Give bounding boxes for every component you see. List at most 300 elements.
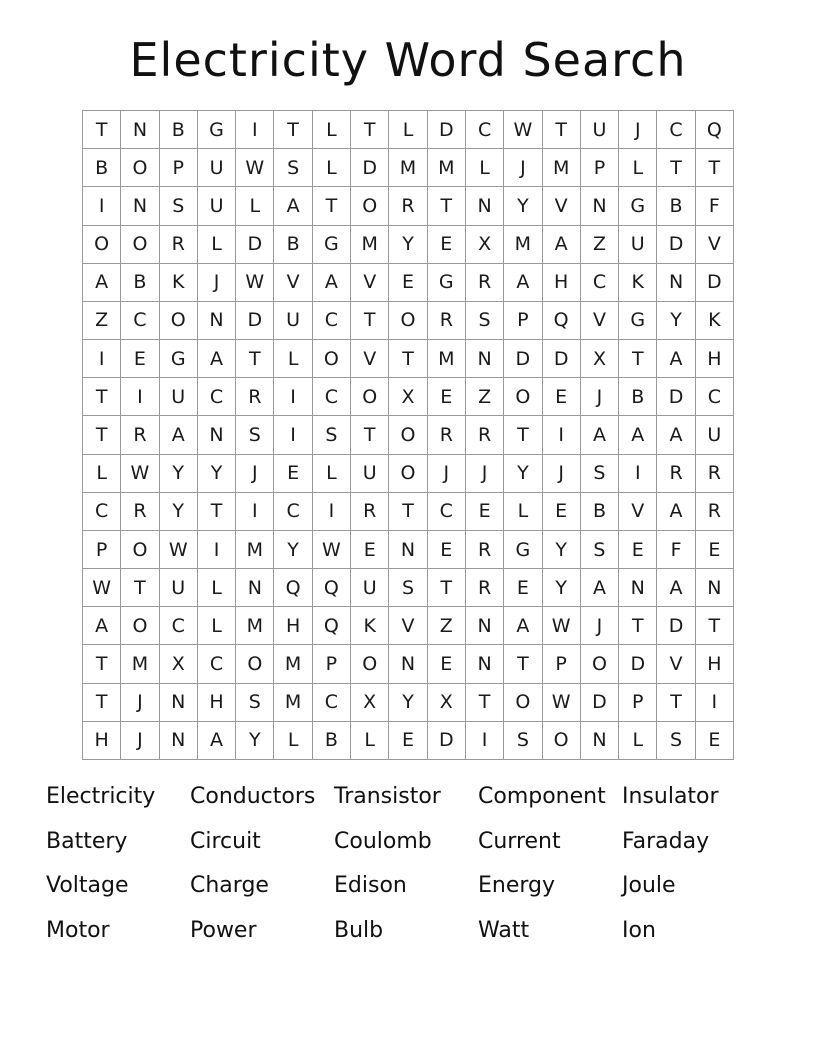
grid-cell: S <box>466 302 504 340</box>
letter-grid <box>82 110 734 760</box>
grid-cell: M <box>236 607 274 645</box>
grid-cell: O <box>504 684 542 722</box>
grid-cell: D <box>428 722 466 760</box>
grid-cell: A <box>504 264 542 302</box>
grid-cell: D <box>236 226 274 264</box>
grid-cell: M <box>428 340 466 378</box>
grid-cell: J <box>428 455 466 493</box>
word-list-item: Battery <box>46 828 128 854</box>
grid-cell: S <box>657 722 695 760</box>
word-list-item: Coulomb <box>334 828 432 854</box>
grid-cell: I <box>696 684 734 722</box>
grid-cell: A <box>543 226 581 264</box>
grid-cell: U <box>198 187 236 225</box>
grid-cell: X <box>466 226 504 264</box>
grid-cell: I <box>83 340 121 378</box>
grid-cell: M <box>389 149 427 187</box>
grid-cell: I <box>198 531 236 569</box>
grid-cell: V <box>619 493 657 531</box>
grid-cell: W <box>236 149 274 187</box>
grid-cell: Q <box>696 111 734 149</box>
grid-cell: M <box>428 149 466 187</box>
grid-cell: Y <box>160 455 198 493</box>
grid-cell: H <box>696 340 734 378</box>
grid-cell: O <box>236 645 274 683</box>
grid-cell: R <box>466 569 504 607</box>
grid-cell: C <box>198 378 236 416</box>
grid-cell: C <box>313 302 351 340</box>
grid-cell: L <box>619 149 657 187</box>
grid-cell: A <box>274 187 312 225</box>
word-list-item: Insulator <box>622 784 719 809</box>
grid-cell: O <box>504 378 542 416</box>
grid-cell: O <box>351 378 389 416</box>
grid-cell: A <box>657 493 695 531</box>
grid-cell: U <box>160 378 198 416</box>
grid-cell: B <box>274 226 312 264</box>
grid-cell: G <box>504 531 542 569</box>
grid-cell: N <box>619 569 657 607</box>
grid-cell: V <box>696 226 734 264</box>
grid-cell: G <box>198 111 236 149</box>
grid-cell: Z <box>83 302 121 340</box>
grid-cell: A <box>83 607 121 645</box>
grid-cell: E <box>696 531 734 569</box>
grid-cell: N <box>466 607 504 645</box>
grid-cell: Q <box>313 569 351 607</box>
grid-cell: N <box>466 340 504 378</box>
grid-cell: Y <box>274 531 312 569</box>
grid-cell: E <box>274 455 312 493</box>
grid-cell: R <box>696 455 734 493</box>
grid-cell: A <box>504 607 542 645</box>
grid-cell: W <box>160 531 198 569</box>
grid-cell: I <box>83 187 121 225</box>
grid-cell: N <box>389 531 427 569</box>
grid-cell: B <box>619 378 657 416</box>
grid-cell: L <box>504 493 542 531</box>
grid-cell: O <box>543 722 581 760</box>
grid-cell: K <box>696 302 734 340</box>
grid-cell: T <box>389 493 427 531</box>
grid-cell: B <box>83 149 121 187</box>
grid-cell: T <box>428 569 466 607</box>
grid-cell: K <box>351 607 389 645</box>
grid-cell: E <box>504 569 542 607</box>
grid-cell: O <box>160 302 198 340</box>
grid-cell: L <box>466 149 504 187</box>
grid-cell: P <box>313 645 351 683</box>
grid-cell: T <box>619 340 657 378</box>
grid-cell: R <box>466 264 504 302</box>
grid-cell: H <box>543 264 581 302</box>
grid-cell: S <box>274 149 312 187</box>
grid-cell: E <box>619 531 657 569</box>
grid-cell: K <box>619 264 657 302</box>
grid-cell: M <box>504 226 542 264</box>
grid-cell: W <box>543 607 581 645</box>
grid-cell: A <box>581 569 619 607</box>
grid-cell: J <box>121 684 159 722</box>
grid-cell: I <box>236 111 274 149</box>
word-list-item: Bulb <box>334 917 384 943</box>
grid-cell: E <box>351 531 389 569</box>
grid-cell: V <box>543 187 581 225</box>
grid-cell: D <box>657 226 695 264</box>
word-list-item: Transistor <box>334 784 441 809</box>
grid-cell: D <box>543 340 581 378</box>
grid-cell: W <box>543 684 581 722</box>
word-list-item: Joule <box>622 873 676 898</box>
grid-cell: T <box>351 302 389 340</box>
grid-cell: U <box>696 416 734 454</box>
grid-cell: L <box>389 111 427 149</box>
grid-cell: T <box>696 149 734 187</box>
grid-cell: V <box>389 607 427 645</box>
grid-cell: A <box>83 264 121 302</box>
grid-cell: Y <box>160 493 198 531</box>
word-list-item: Energy <box>478 873 556 898</box>
grid-cell: D <box>504 340 542 378</box>
grid-cell: T <box>428 187 466 225</box>
grid-cell: W <box>83 569 121 607</box>
grid-cell: E <box>696 722 734 760</box>
grid-cell: C <box>313 378 351 416</box>
grid-cell: H <box>696 645 734 683</box>
grid-cell: N <box>657 264 695 302</box>
grid-cell: T <box>351 111 389 149</box>
grid-cell: E <box>466 493 504 531</box>
grid-cell: O <box>121 226 159 264</box>
grid-cell: U <box>274 302 312 340</box>
grid-cell: B <box>121 264 159 302</box>
grid-cell: U <box>351 455 389 493</box>
grid-cell: G <box>619 187 657 225</box>
grid-cell: J <box>619 111 657 149</box>
grid-cell: A <box>313 264 351 302</box>
grid-cell: S <box>236 416 274 454</box>
grid-cell: G <box>313 226 351 264</box>
grid-cell: A <box>160 416 198 454</box>
grid-cell: M <box>121 645 159 683</box>
grid-cell: L <box>198 607 236 645</box>
grid-cell: E <box>428 531 466 569</box>
grid-cell: S <box>313 416 351 454</box>
grid-cell: Z <box>428 607 466 645</box>
grid-cell: T <box>466 684 504 722</box>
grid-cell: R <box>466 416 504 454</box>
grid-cell: L <box>351 722 389 760</box>
grid-cell: Y <box>504 187 542 225</box>
grid-cell: O <box>121 607 159 645</box>
grid-cell: S <box>581 531 619 569</box>
grid-cell: G <box>428 264 466 302</box>
grid-cell: D <box>696 264 734 302</box>
word-list <box>46 782 766 960</box>
grid-cell: E <box>543 493 581 531</box>
grid-cell: N <box>581 187 619 225</box>
grid-cell: M <box>543 149 581 187</box>
grid-cell: J <box>121 722 159 760</box>
word-list-item: Charge <box>190 873 269 898</box>
grid-cell: R <box>696 493 734 531</box>
grid-cell: V <box>351 340 389 378</box>
grid-cell: L <box>619 722 657 760</box>
grid-cell: N <box>581 722 619 760</box>
grid-cell: V <box>351 264 389 302</box>
page-title: Electricity Word Search <box>129 33 687 87</box>
grid-cell: T <box>543 111 581 149</box>
grid-cell: N <box>236 569 274 607</box>
word-list-item: Motor <box>46 917 110 943</box>
word-list-item: Ion <box>622 917 656 943</box>
grid-cell: N <box>160 722 198 760</box>
grid-cell: Y <box>236 722 274 760</box>
grid-cell: O <box>351 187 389 225</box>
grid-cell: T <box>351 416 389 454</box>
grid-cell: N <box>466 645 504 683</box>
word-list-item: Conductors <box>190 784 316 809</box>
grid-cell: Y <box>543 569 581 607</box>
grid-cell: N <box>696 569 734 607</box>
grid-cell: C <box>274 493 312 531</box>
grid-cell: S <box>236 684 274 722</box>
grid-cell: C <box>121 302 159 340</box>
grid-cell: O <box>389 302 427 340</box>
grid-cell: R <box>121 493 159 531</box>
grid-cell: A <box>619 416 657 454</box>
grid-cell: C <box>696 378 734 416</box>
grid-cell: F <box>657 531 695 569</box>
grid-cell: B <box>581 493 619 531</box>
grid-cell: W <box>121 455 159 493</box>
grid-cell: R <box>657 455 695 493</box>
grid-cell: I <box>274 416 312 454</box>
grid-cell: J <box>198 264 236 302</box>
grid-cell: T <box>696 607 734 645</box>
grid-cell: H <box>83 722 121 760</box>
grid-cell: T <box>83 684 121 722</box>
grid-cell: A <box>657 416 695 454</box>
grid-cell: J <box>543 455 581 493</box>
grid-cell: P <box>504 302 542 340</box>
grid-cell: Q <box>274 569 312 607</box>
grid-cell: S <box>581 455 619 493</box>
grid-cell: D <box>236 302 274 340</box>
grid-cell: E <box>428 378 466 416</box>
grid-cell: H <box>274 607 312 645</box>
grid-cell: T <box>657 149 695 187</box>
grid-cell: O <box>83 226 121 264</box>
grid-cell: T <box>83 645 121 683</box>
grid-cell: T <box>313 187 351 225</box>
grid-cell: I <box>466 722 504 760</box>
grid-cell: L <box>274 340 312 378</box>
grid-cell: C <box>83 493 121 531</box>
grid-cell: M <box>274 645 312 683</box>
grid-cell: N <box>160 684 198 722</box>
word-list-item: Faraday <box>622 828 710 854</box>
grid-cell: U <box>160 569 198 607</box>
grid-cell: R <box>466 531 504 569</box>
grid-cell: L <box>313 111 351 149</box>
grid-cell: P <box>581 149 619 187</box>
grid-cell: C <box>313 684 351 722</box>
grid-cell: C <box>581 264 619 302</box>
grid-cell: U <box>351 569 389 607</box>
grid-cell: L <box>274 722 312 760</box>
grid-cell: E <box>543 378 581 416</box>
grid-cell: Y <box>657 302 695 340</box>
grid-cell: T <box>619 607 657 645</box>
grid-cell: O <box>351 645 389 683</box>
grid-cell: R <box>121 416 159 454</box>
grid-cell: E <box>428 226 466 264</box>
grid-cell: Z <box>581 226 619 264</box>
grid-cell: T <box>83 378 121 416</box>
grid-cell: D <box>428 111 466 149</box>
grid-cell: R <box>160 226 198 264</box>
grid-cell: Y <box>504 455 542 493</box>
grid-cell: N <box>121 111 159 149</box>
word-list-item: Watt <box>478 917 530 943</box>
grid-cell: N <box>198 416 236 454</box>
grid-cell: O <box>313 340 351 378</box>
grid-cell: I <box>543 416 581 454</box>
grid-cell: I <box>121 378 159 416</box>
grid-cell: O <box>389 416 427 454</box>
grid-cell: Y <box>543 531 581 569</box>
word-list-item: Circuit <box>190 828 261 854</box>
grid-cell: T <box>389 340 427 378</box>
grid-cell: L <box>313 455 351 493</box>
grid-cell: D <box>657 607 695 645</box>
grid-cell: J <box>581 378 619 416</box>
grid-cell: R <box>428 302 466 340</box>
grid-cell: E <box>428 645 466 683</box>
grid-cell: U <box>198 149 236 187</box>
grid-cell: A <box>657 340 695 378</box>
grid-cell: O <box>121 531 159 569</box>
grid-cell: W <box>313 531 351 569</box>
grid-cell: A <box>657 569 695 607</box>
grid-cell: X <box>351 684 389 722</box>
grid-cell: Y <box>389 226 427 264</box>
word-list-item: Edison <box>334 873 407 898</box>
grid-cell: D <box>619 645 657 683</box>
grid-cell: R <box>389 187 427 225</box>
grid-cell: E <box>389 264 427 302</box>
grid-cell: L <box>198 569 236 607</box>
grid-cell: L <box>313 149 351 187</box>
grid-cell: J <box>466 455 504 493</box>
grid-cell: C <box>160 607 198 645</box>
grid-cell: N <box>121 187 159 225</box>
grid-cell: T <box>504 416 542 454</box>
grid-cell: P <box>543 645 581 683</box>
grid-cell: N <box>466 187 504 225</box>
grid-cell: G <box>160 340 198 378</box>
grid-cell: O <box>581 645 619 683</box>
grid-cell: T <box>121 569 159 607</box>
grid-cell: I <box>274 378 312 416</box>
grid-cell: I <box>313 493 351 531</box>
word-list-item: Electricity <box>46 784 156 809</box>
grid-cell: U <box>619 226 657 264</box>
grid-cell: D <box>581 684 619 722</box>
grid-cell: R <box>236 378 274 416</box>
grid-cell: X <box>428 684 466 722</box>
grid-cell: P <box>619 684 657 722</box>
word-list-item: Current <box>478 828 561 854</box>
grid-cell: D <box>351 149 389 187</box>
grid-cell: W <box>504 111 542 149</box>
grid-cell: X <box>160 645 198 683</box>
grid-cell: O <box>389 455 427 493</box>
grid-cell: Y <box>389 684 427 722</box>
grid-cell: O <box>121 149 159 187</box>
grid-cell: J <box>581 607 619 645</box>
grid-cell: A <box>581 416 619 454</box>
grid-cell: S <box>160 187 198 225</box>
grid-cell: J <box>504 149 542 187</box>
grid-cell: W <box>236 264 274 302</box>
grid-cell: T <box>657 684 695 722</box>
grid-cell: M <box>236 531 274 569</box>
word-list-item: Component <box>478 784 606 809</box>
grid-cell: M <box>274 684 312 722</box>
grid-cell: X <box>581 340 619 378</box>
grid-cell: S <box>504 722 542 760</box>
grid-cell: T <box>274 111 312 149</box>
grid-cell: M <box>351 226 389 264</box>
grid-cell: L <box>83 455 121 493</box>
grid-cell: U <box>581 111 619 149</box>
grid-cell: R <box>428 416 466 454</box>
grid-cell: P <box>83 531 121 569</box>
grid-cell: V <box>274 264 312 302</box>
grid-cell: T <box>504 645 542 683</box>
grid-cell: L <box>198 226 236 264</box>
grid-cell: C <box>198 645 236 683</box>
grid-cell: E <box>121 340 159 378</box>
word-list-item: Power <box>190 917 257 943</box>
grid-cell: J <box>236 455 274 493</box>
grid-cell: Q <box>313 607 351 645</box>
grid-cell: V <box>581 302 619 340</box>
grid-cell: Y <box>198 455 236 493</box>
grid-cell: G <box>619 302 657 340</box>
grid-cell: A <box>198 722 236 760</box>
grid-cell: Z <box>466 378 504 416</box>
grid-cell: B <box>313 722 351 760</box>
grid-cell: R <box>351 493 389 531</box>
grid-cell: I <box>236 493 274 531</box>
grid-cell: B <box>657 187 695 225</box>
grid-cell: N <box>389 645 427 683</box>
grid-cell: T <box>198 493 236 531</box>
grid-cell: H <box>198 684 236 722</box>
grid-cell: C <box>428 493 466 531</box>
grid-cell: Q <box>543 302 581 340</box>
grid-cell: A <box>198 340 236 378</box>
grid-cell: T <box>236 340 274 378</box>
grid-cell: C <box>657 111 695 149</box>
grid-cell: B <box>160 111 198 149</box>
grid-cell: V <box>657 645 695 683</box>
grid-cell: K <box>160 264 198 302</box>
grid-cell: C <box>466 111 504 149</box>
